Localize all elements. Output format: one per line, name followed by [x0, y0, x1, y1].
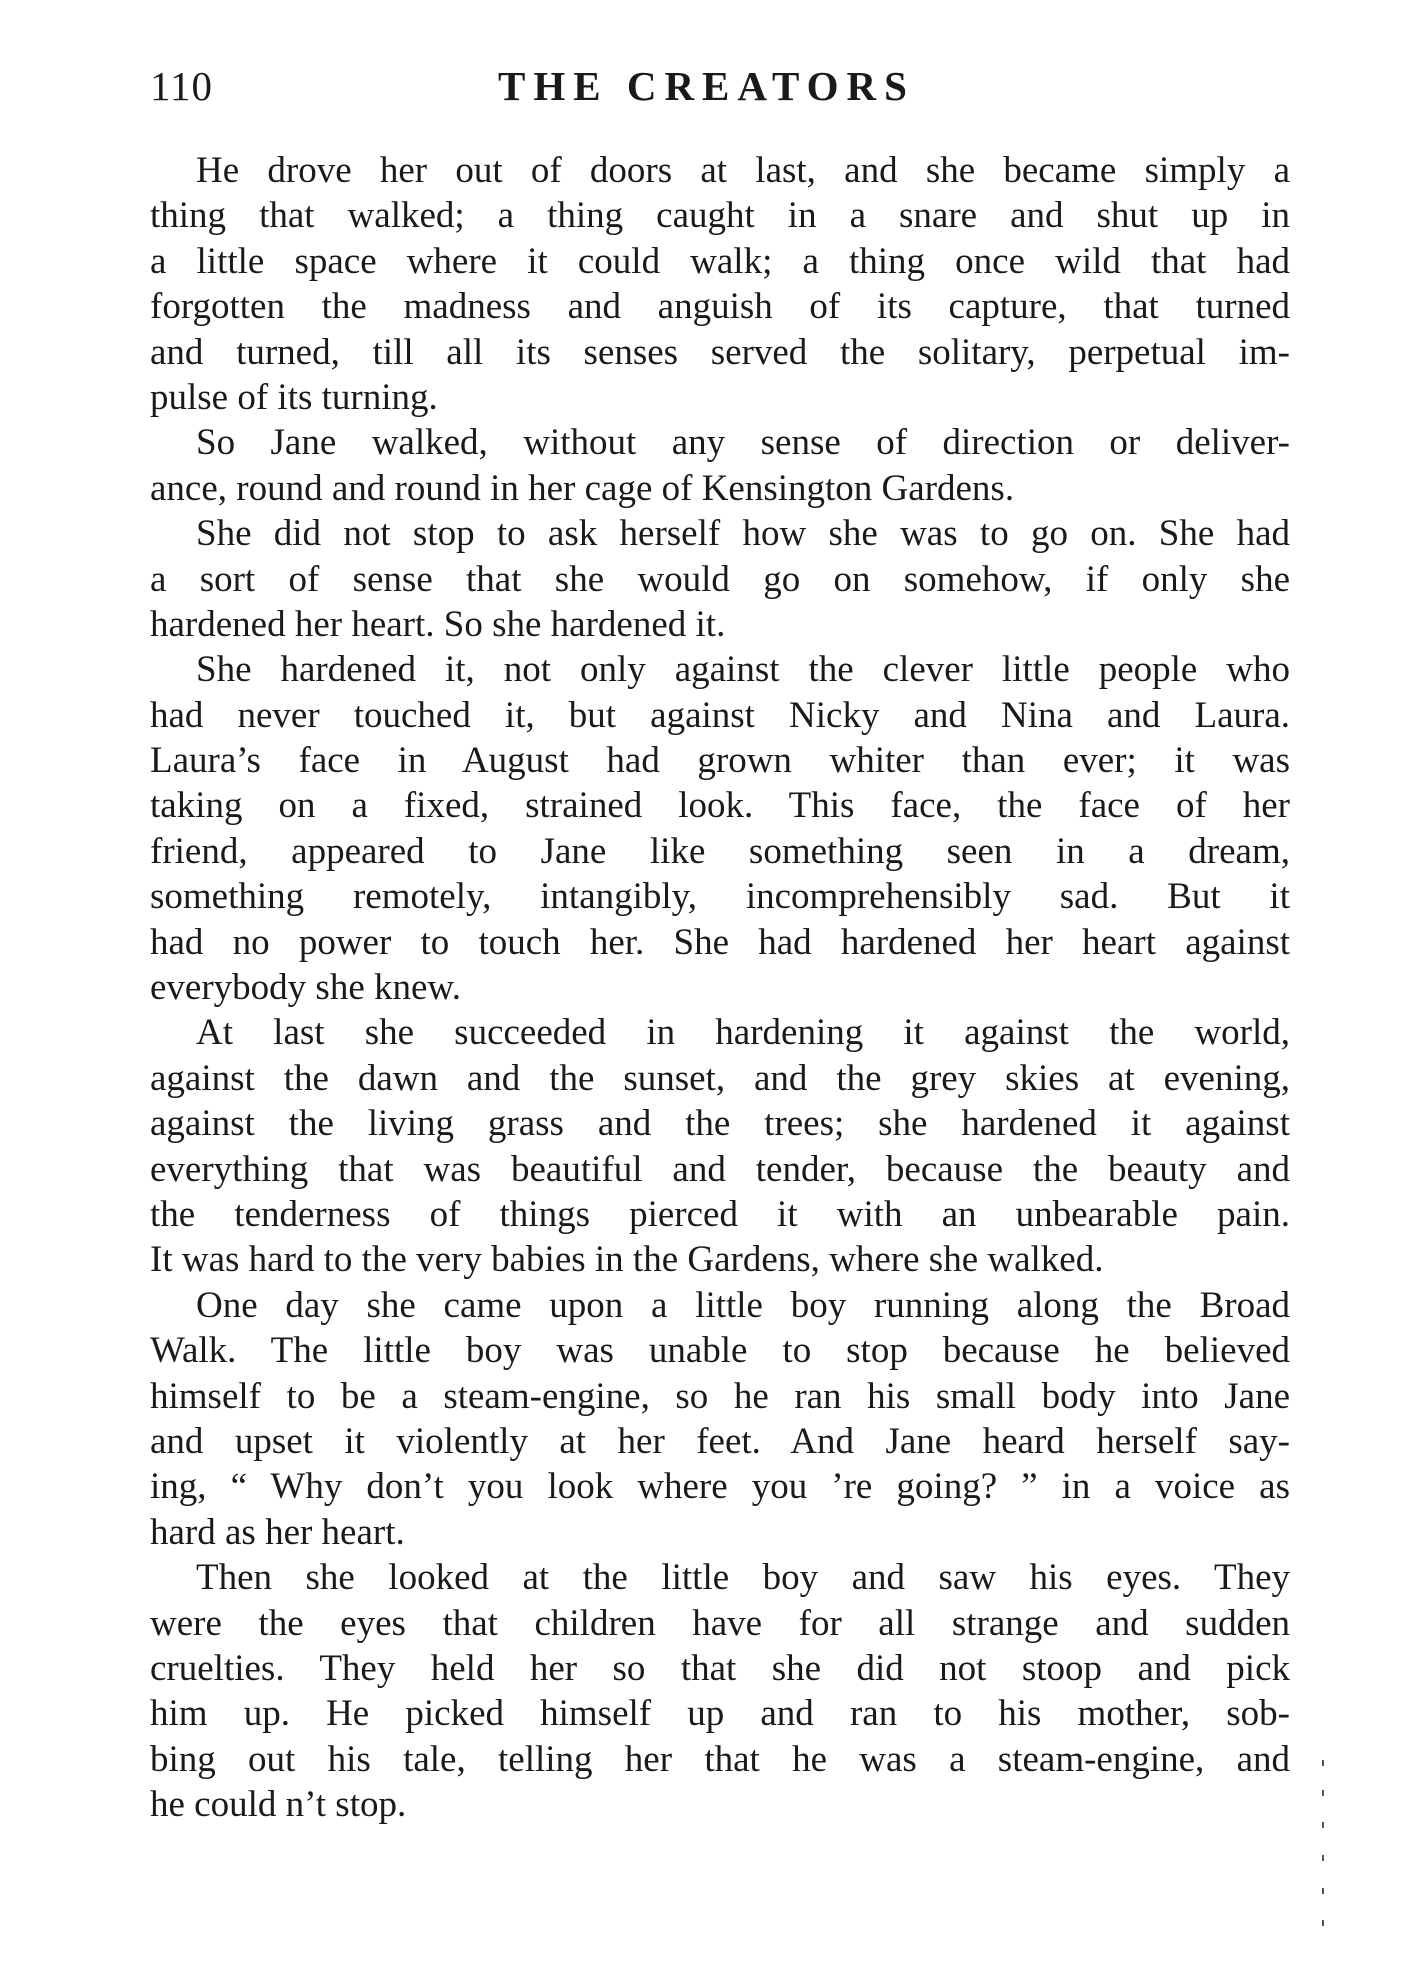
scan-speck	[1322, 1855, 1324, 1861]
text-line: hardened her heart. So she hardened it.	[150, 603, 726, 645]
text-line: taking on a fixed, strained look. This face, the face of her	[150, 785, 1290, 827]
text-line: and turned, till all its senses served the solitary, perpetual im-	[150, 331, 1290, 373]
text-line: thing that walked; a thing caught in a snare and shut up in	[150, 195, 1290, 237]
scan-speck	[1322, 1822, 1324, 1828]
text-line: One day she came upon a little boy running along the Broad	[196, 1284, 1290, 1326]
text-line: At last she succeeded in hardening it against the world,	[196, 1012, 1290, 1054]
text-line: She hardened it, not only against the clever little people who	[196, 649, 1290, 691]
text-line: pulse of its turning.	[150, 376, 438, 418]
text-line: something remotely, intangibly, incomprehensibly sad. But it	[150, 876, 1290, 918]
text-line: had never touched it, but against Nicky and Nina and Laura.	[150, 694, 1290, 736]
text-line: against the living grass and the trees; she hardened it against	[150, 1103, 1290, 1145]
text-line: against the dawn and the sunset, and the grey skies at evening,	[150, 1057, 1290, 1099]
text-line: had no power to touch her. She had hardened her heart against	[150, 921, 1290, 963]
text-line: Walk. The little boy was unable to stop because he believed	[150, 1330, 1290, 1372]
text-line: ing, “ Why don’t you look where you ’re going? ” in a voice as	[150, 1466, 1290, 1508]
page-number: 110	[150, 63, 213, 109]
text-line: everybody she knew.	[150, 967, 461, 1009]
text-line: He drove her out of doors at last, and she became simply a	[196, 150, 1290, 191]
scan-speck	[1322, 1760, 1324, 1766]
text-line: bing out his tale, telling her that he was a steam-engine, and	[150, 1738, 1290, 1780]
text-line: forgotten the madness and anguish of its capture, that turned	[150, 286, 1290, 328]
text-line: and upset it violently at her feet. And Jane heard herself say-	[150, 1420, 1290, 1462]
text-line: a little space where it could walk; a thing once wild that had	[150, 240, 1290, 282]
running-title: THE CREATORS	[498, 63, 915, 109]
text-line: everything that was beautiful and tender, because the beauty and	[150, 1148, 1290, 1190]
text-line: himself to be a steam-engine, so he ran his small body into Jane	[150, 1375, 1290, 1417]
text-line: So Jane walked, without any sense of direction or deliver-	[196, 422, 1290, 464]
text-line: a sort of sense that she would go on somehow, if only she	[150, 558, 1290, 600]
text-line: She did not stop to ask herself how she was to go on. She had	[196, 513, 1290, 555]
text-line: Laura’s face in August had grown whiter than ever; it was	[150, 740, 1290, 782]
text-line: the tenderness of things pierced it with an unbearable pain.	[150, 1193, 1290, 1235]
text-line: him up. He picked himself up and ran to his mother, sob-	[150, 1693, 1290, 1735]
scan-speck	[1322, 1790, 1324, 1796]
text-line: Then she looked at the little boy and saw his eyes. They	[196, 1557, 1290, 1599]
scan-speck	[1322, 1920, 1324, 1926]
running-head	[150, 62, 1290, 122]
text-line: he could n’t stop.	[150, 1784, 407, 1826]
text-line: ance, round and round in her cage of Kensington Gardens.	[150, 467, 1015, 509]
scan-specks	[1320, 1760, 1326, 1940]
text-line: cruelties. They held her so that she did not stoop and pick	[150, 1647, 1290, 1689]
text-line: It was hard to the very babies in the Gardens, where she walked.	[150, 1239, 1104, 1281]
text-line: were the eyes that children have for all strange and sudden	[150, 1602, 1290, 1644]
text-line: hard as her heart.	[150, 1511, 405, 1553]
body-text	[150, 148, 1290, 1827]
scan-speck	[1322, 1888, 1324, 1894]
text-line: friend, appeared to Jane like something seen in a dream,	[150, 830, 1290, 872]
